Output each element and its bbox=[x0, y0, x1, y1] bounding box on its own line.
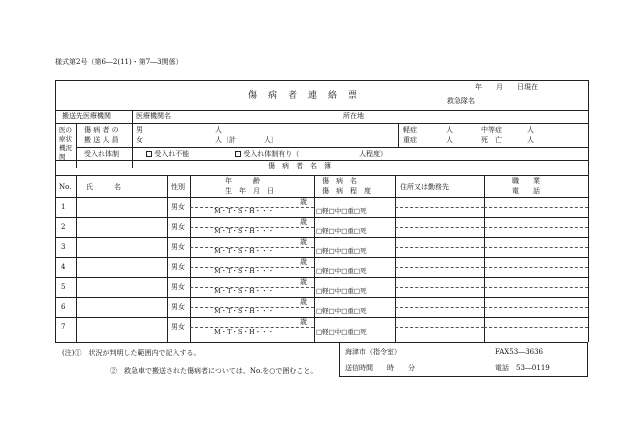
sex-choice[interactable]: 男女 bbox=[171, 323, 185, 331]
table-row bbox=[0, 197, 630, 217]
era-options: M・T・S・H・・・ bbox=[214, 207, 275, 215]
note-1: (注)① 状況が判明した範囲内で記入する。 bbox=[62, 349, 201, 357]
row-number: 4 bbox=[61, 263, 66, 271]
option-able[interactable]: 受入れ体制有り（ bbox=[235, 151, 299, 158]
dead-unit: 人 bbox=[527, 136, 534, 144]
col-no: No. bbox=[59, 183, 72, 191]
col-phone: 電 話 bbox=[512, 187, 540, 195]
col-severity: 傷 病 程 度 bbox=[322, 187, 371, 195]
age-unit: 歳 bbox=[300, 258, 307, 266]
female-count-total: 人〔計 人〕 bbox=[215, 136, 278, 144]
severity-checkboxes[interactable]: □軽□中□重□死 bbox=[316, 247, 367, 255]
col-sex: 性別 bbox=[171, 183, 185, 191]
age-unit: 歳 bbox=[300, 198, 307, 206]
able-checkbox[interactable] bbox=[235, 151, 241, 157]
table-row bbox=[0, 257, 630, 277]
age-unit: 歳 bbox=[300, 318, 307, 326]
form-title: 傷 病 者 連 絡 票 bbox=[248, 91, 359, 101]
contact-org: 海津市（指令室） bbox=[345, 348, 401, 356]
contact-tel: 電話 53―0119 bbox=[495, 364, 550, 372]
contact-fax: FAX53―3636 bbox=[495, 348, 544, 356]
date-line: 年 月 日現在 bbox=[475, 83, 538, 91]
sex-choice[interactable]: 男女 bbox=[171, 203, 185, 211]
male-count-unit: 人 bbox=[215, 126, 222, 134]
form-reference: 様式第2号（第6―2(11)・第7―3関係） bbox=[55, 58, 183, 66]
roster-title: 傷 病 者 名 簿 bbox=[268, 162, 331, 170]
row-number: 5 bbox=[61, 283, 66, 291]
col-address: 住所又は勤務先 bbox=[400, 183, 449, 191]
era-options: M・T・S・H・・・ bbox=[214, 267, 275, 275]
severity-checkboxes[interactable]: □軽□中□重□死 bbox=[316, 287, 367, 295]
era-options: M・T・S・H・・・ bbox=[214, 287, 275, 295]
note-2: ② 救急車で搬送された傷病者については、No.を○で囲むこと。 bbox=[110, 367, 318, 375]
age-unit: 歳 bbox=[300, 278, 307, 286]
row-number: 3 bbox=[61, 243, 66, 251]
table-row bbox=[0, 217, 630, 237]
moderate-unit: 人 bbox=[527, 126, 534, 134]
severity-checkboxes[interactable]: □軽□中□重□死 bbox=[316, 307, 367, 315]
era-options: M・T・S・H・・・ bbox=[214, 328, 275, 336]
team-name-label: 救急隊名 bbox=[447, 97, 475, 105]
row-number: 6 bbox=[61, 303, 66, 311]
severity-checkboxes[interactable]: □軽□中□重□死 bbox=[316, 227, 367, 235]
acceptance-label: 受入れ体制 bbox=[84, 150, 119, 158]
severity-checkboxes[interactable]: □軽□中□重□死 bbox=[316, 267, 367, 275]
age-unit: 歳 bbox=[300, 238, 307, 246]
table-row bbox=[0, 317, 630, 342]
severe-unit: 人 bbox=[446, 136, 453, 144]
age-unit: 歳 bbox=[300, 298, 307, 306]
row-number: 2 bbox=[61, 223, 66, 231]
era-options: M・T・S・H・・・ bbox=[214, 227, 275, 235]
severity-checkboxes[interactable]: □軽□中□重□死 bbox=[316, 207, 367, 215]
sex-choice[interactable]: 男女 bbox=[171, 223, 185, 231]
sex-choice[interactable]: 男女 bbox=[171, 283, 185, 291]
patient-count-label: 傷 病 者 の bbox=[84, 126, 119, 134]
severity-checkboxes[interactable]: □軽□中□重□死 bbox=[316, 328, 367, 336]
sex-choice[interactable]: 男女 bbox=[171, 303, 185, 311]
send-time: 送信時間 時 分 bbox=[345, 364, 415, 372]
sex-choice[interactable]: 男女 bbox=[171, 243, 185, 251]
male-label: 男 bbox=[136, 126, 143, 134]
option-unable[interactable]: 受入れ不能 bbox=[146, 151, 189, 158]
option-able-tail: 人程度） bbox=[359, 150, 387, 158]
col-birthdate: 生 年 月 日 bbox=[225, 187, 274, 195]
row-number: 7 bbox=[61, 323, 66, 331]
mild-label: 軽症 bbox=[403, 126, 417, 134]
sex-choice[interactable]: 男女 bbox=[171, 263, 185, 271]
mild-unit: 人 bbox=[446, 126, 453, 134]
row-number: 1 bbox=[61, 203, 66, 211]
address-label: 所在地 bbox=[343, 112, 364, 120]
severe-label: 重症 bbox=[403, 136, 417, 144]
era-options: M・T・S・H・・・ bbox=[214, 307, 275, 315]
era-options: M・T・S・H・・・ bbox=[214, 247, 275, 255]
age-unit: 歳 bbox=[300, 218, 307, 226]
unable-checkbox[interactable] bbox=[146, 151, 152, 157]
col-occupation: 職 業 bbox=[512, 177, 540, 185]
transport-count-label: 搬 送 人 員 bbox=[84, 136, 119, 144]
female-label: 女 bbox=[136, 136, 143, 144]
table-row bbox=[0, 237, 630, 257]
col-name: 氏 名 bbox=[86, 183, 121, 191]
institution-name-label: 医療機関名 bbox=[136, 112, 171, 120]
moderate-label: 中等症 bbox=[481, 126, 502, 134]
destination-label: 搬送先医療機関 bbox=[62, 112, 111, 120]
col-age: 年 齢 bbox=[225, 177, 260, 185]
table-row bbox=[0, 297, 630, 317]
col-injury: 傷 病 名 bbox=[322, 177, 357, 185]
dead-label: 死 亡 bbox=[481, 136, 502, 144]
table-row bbox=[0, 277, 630, 297]
medical-side-label: 医の療状機況関 bbox=[59, 126, 72, 161]
